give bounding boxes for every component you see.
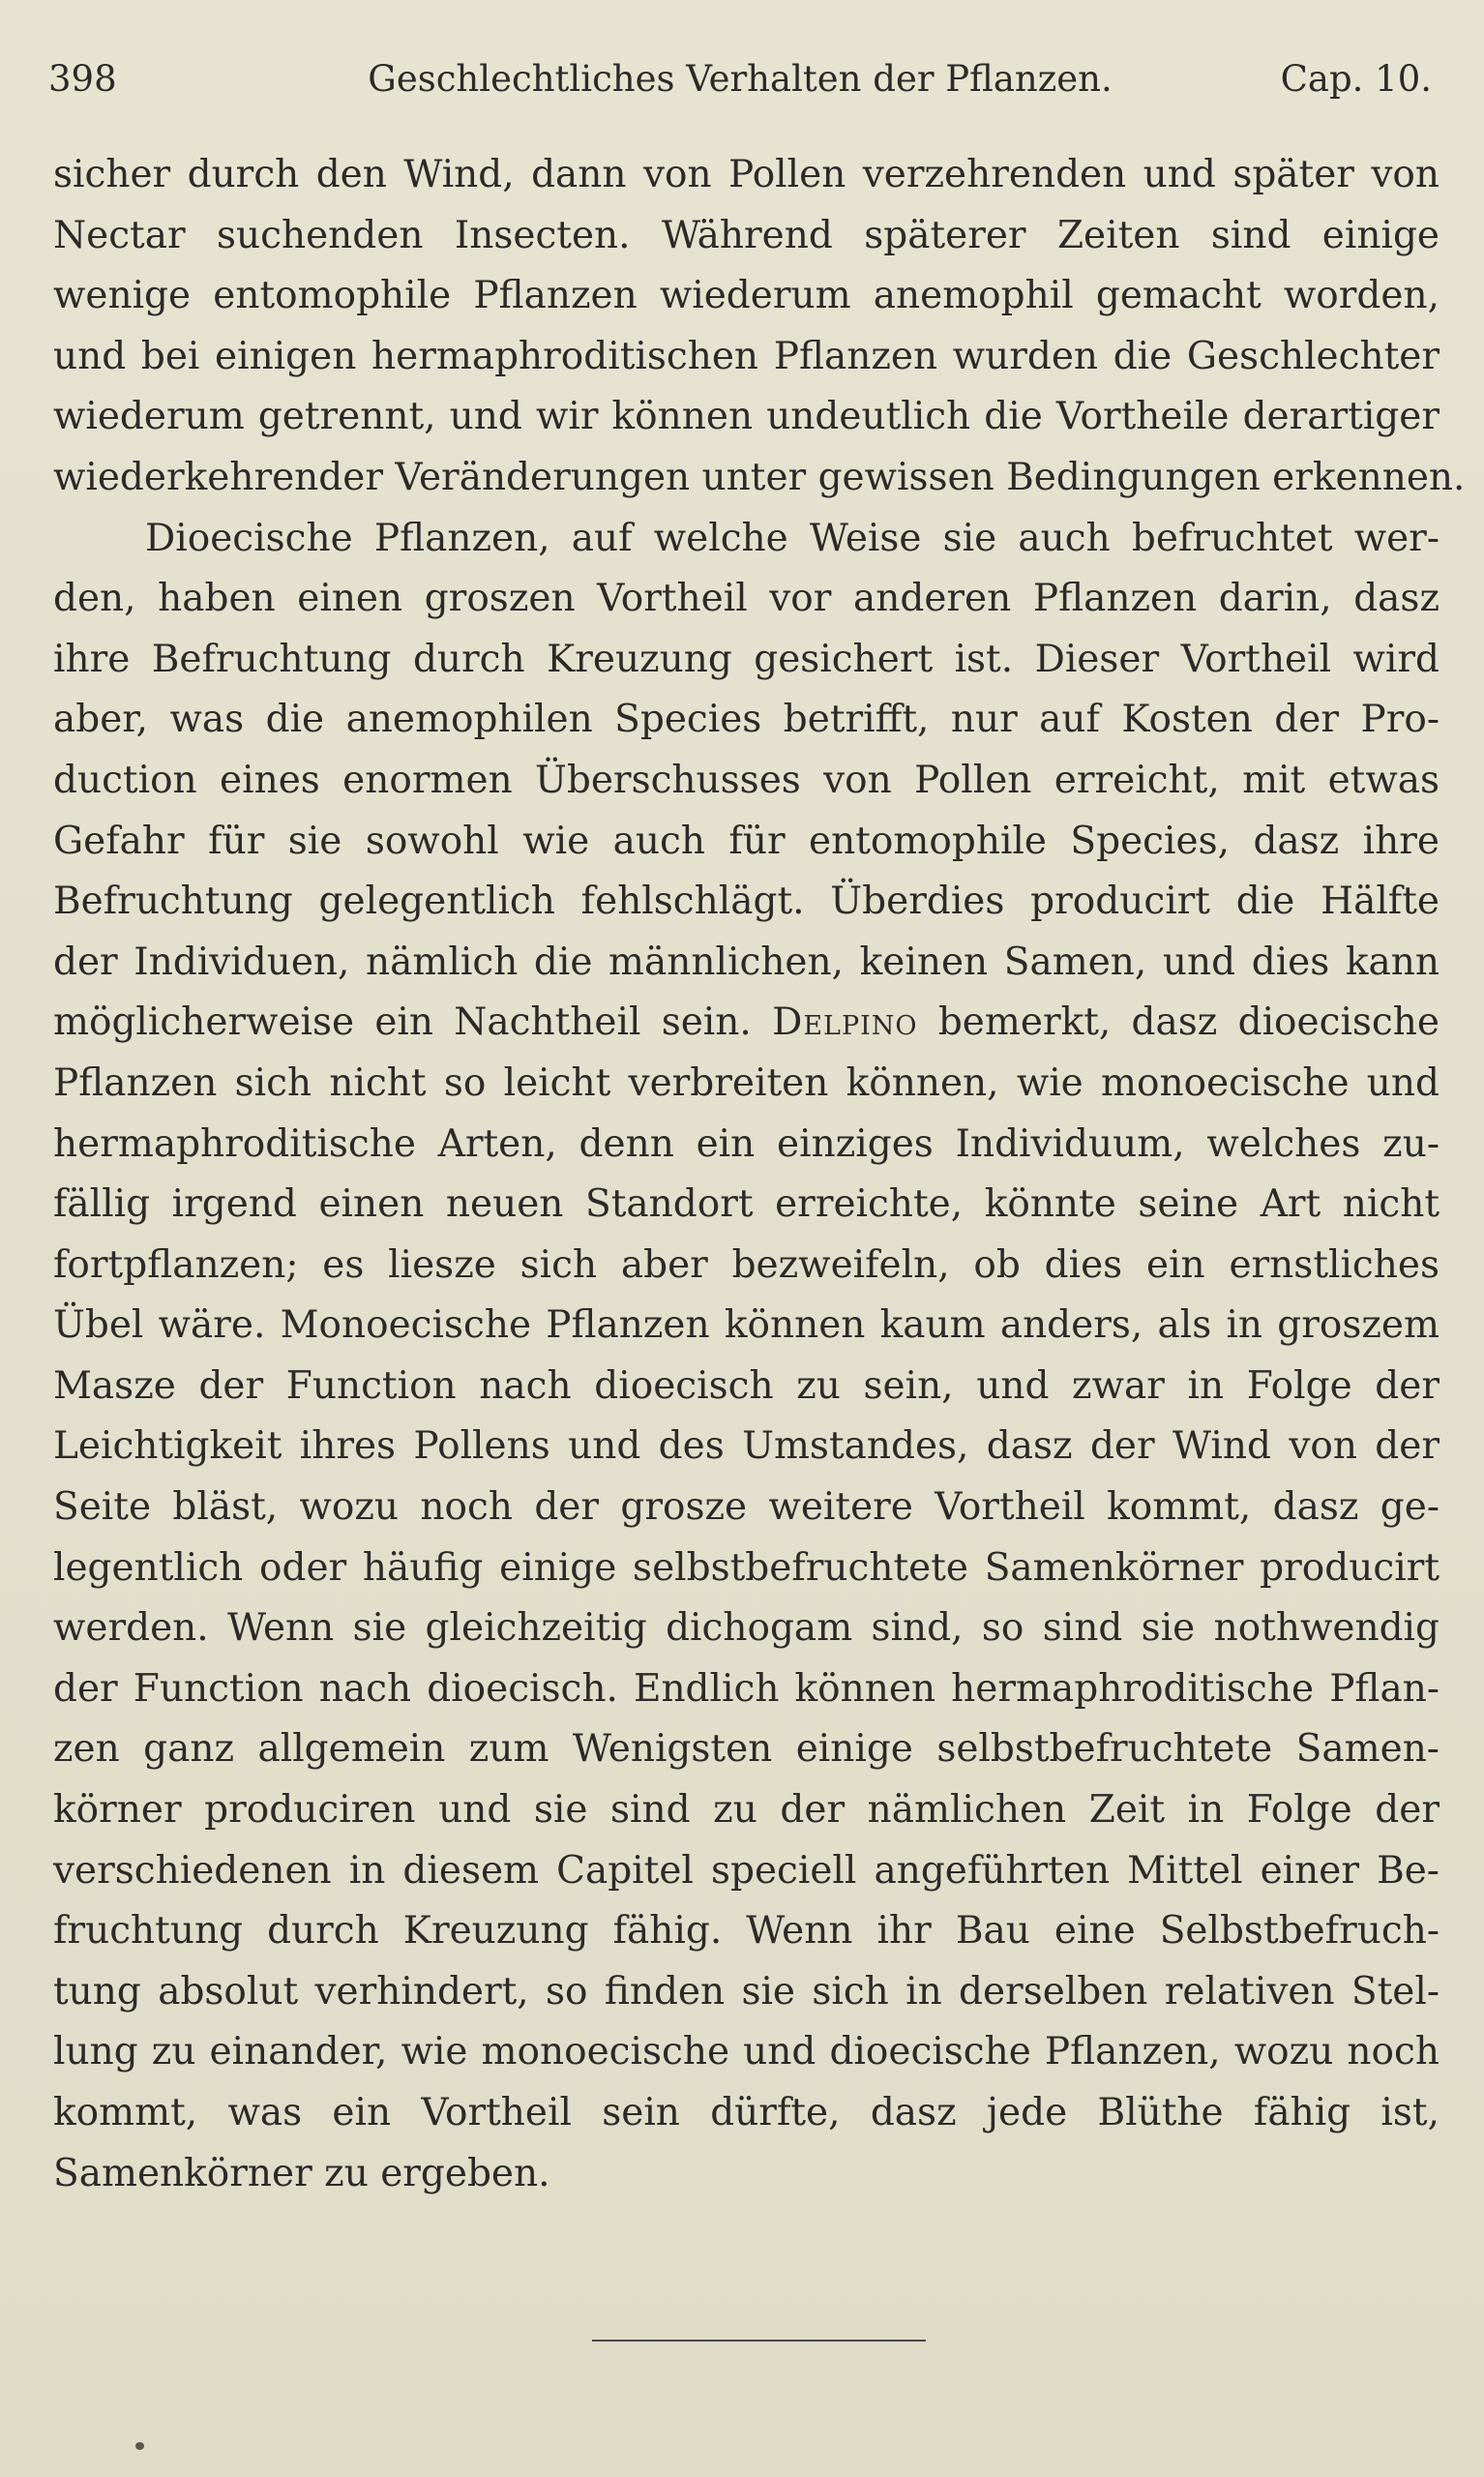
- text-line: fortpflanzen; es liesze sich aber bezweifeln, ob dies ein ernstliches: [53, 1242, 1439, 1287]
- text-line: tung absolut verhindert, so finden sie sich in derselben relativen Stel-: [53, 1969, 1439, 2014]
- text-line: Übel wäre. Monoecische Pflanzen können kaum anders, als in groszem: [53, 1303, 1439, 1348]
- text-line: zen ganz allgemein zum Wenigsten einige selbstbefruchtete Samen-: [53, 1727, 1439, 1772]
- text-line: duction eines enormen Überschusses von Pollen erreicht, mit etwas: [53, 758, 1439, 802]
- text-line: sicher durch den Wind, dann von Pollen verzehrenden und später von: [53, 153, 1439, 196]
- page-number: 398: [48, 58, 117, 100]
- chapter-label: Cap. 10.: [1280, 58, 1432, 100]
- text-line: ihre Befruchtung durch Kreuzung gesichert ist. Dieser Vortheil wird: [53, 637, 1439, 681]
- line-segment: möglicherweise ein Nachtheil sein.: [53, 1000, 752, 1045]
- text-line: Gefahr für sie sowohl wie auch für entomophile Species, dasz ihre: [53, 819, 1439, 863]
- text-line: kommt, was ein Vortheil sein dürfte, dasz jede Blüthe fähig ist,: [53, 2091, 1439, 2134]
- text-line: werden. Wenn sie gleichzeitig dichogam sind, so sind sie nothwendig: [53, 1606, 1439, 1651]
- text-line-with-name: [53, 993, 1439, 1054]
- text-line: Seite bläst, wozu noch der grosze weitere Vortheil kommt, dasz ge-: [53, 1485, 1439, 1530]
- text-line: Nectar suchenden Insecten. Während späterer Zeiten sind einige: [53, 213, 1439, 257]
- text-line: verschiedenen in diesem Capitel speciell angeführten Mittel einer Be-: [53, 1848, 1439, 1893]
- section-end-rule: [592, 2340, 926, 2342]
- text-line: Leichtigkeit ihres Pollens und des Umstandes, dasz der Wind von der: [53, 1424, 1439, 1469]
- text-line: der Function nach dioecisch. Endlich können hermaphroditische Pflan-: [53, 1666, 1439, 1711]
- text-line: aber, was die anemophilen Species betrifft, nur auf Kosten der Pro-: [53, 698, 1439, 742]
- text-line: legentlich oder häufig einige selbstbefruchtete Samenkörner producirt: [53, 1545, 1439, 1590]
- line-segment: bemerkt, dasz dioecische: [937, 1000, 1439, 1045]
- running-title: Geschlechtliches Verhalten der Pflanzen.: [368, 58, 1113, 100]
- text-line: Samenkörner zu ergeben.: [53, 2151, 550, 2195]
- body-text: [53, 145, 1466, 2204]
- text-line: Pflanzen sich nicht so leicht verbreiten können, wie monoecische und: [53, 1060, 1439, 1105]
- text-line: und bei einigen hermaphroditischen Pflanzen wurden die Geschlechter: [53, 334, 1439, 378]
- text-line: der Individuen, nämlich die männlichen, keinen Samen, und dies kann: [53, 940, 1439, 984]
- text-line: Dioecische Pflanzen, auf welche Weise sie auch befruchtet wer-: [145, 516, 1439, 560]
- text-line: lung zu einander, wie monoecische und dioecische Pflanzen, wozu noch: [53, 2030, 1439, 2074]
- text-line: fruchtung durch Kreuzung fähig. Wenn ihr Bau eine Selbstbefruch-: [53, 1909, 1439, 1954]
- running-head: [48, 50, 1432, 108]
- text-line: körner produciren und sie sind zu der nämlichen Zeit in Folge der: [53, 1788, 1439, 1833]
- text-line: wenige entomophile Pflanzen wiederum anemophil gemacht worden,: [53, 274, 1439, 318]
- text-line: Masze der Function nach dioecisch zu sein, und zwar in Folge der: [53, 1363, 1439, 1408]
- paper-speck: [135, 2442, 144, 2450]
- text-line: wiederkehrender Veränderungen unter gewissen Bedingungen erkennen.: [53, 455, 1466, 499]
- text-line: hermaphroditische Arten, denn ein einziges Individuum, welches zu-: [53, 1121, 1439, 1166]
- text-line: den, haben einen groszen Vortheil vor anderen Pflanzen darin, dasz: [53, 577, 1439, 621]
- text-line: wiederum getrennt, und wir können undeutlich die Vortheile derartiger: [53, 395, 1439, 439]
- author-name: Delpino: [772, 1000, 918, 1045]
- text-line: Befruchtung gelegentlich fehlschlägt. Überdies producirt die Hälfte: [53, 880, 1439, 924]
- text-line: fällig irgend einen neuen Standort erreichte, könnte seine Art nicht: [53, 1182, 1439, 1227]
